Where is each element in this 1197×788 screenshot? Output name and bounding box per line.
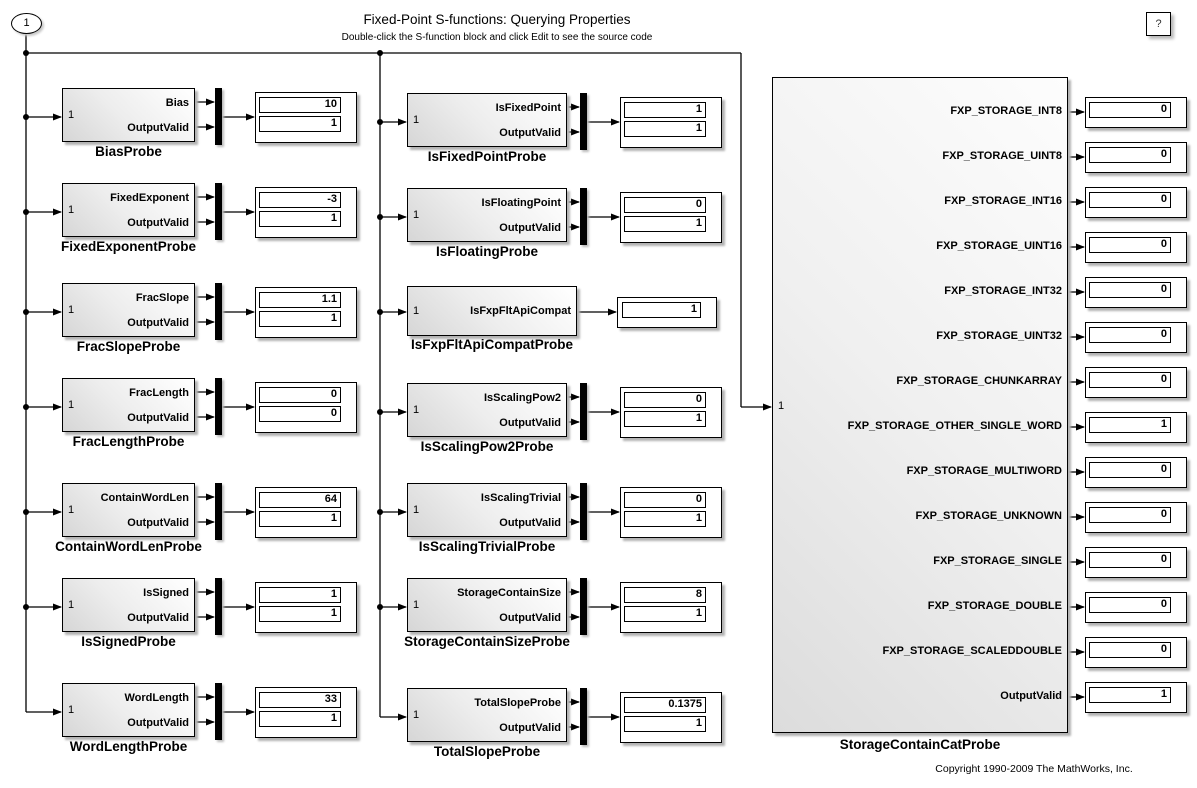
mux-block[interactable] xyxy=(215,483,222,540)
sfunction-block[interactable] xyxy=(62,283,195,337)
display-block[interactable] xyxy=(1085,187,1187,218)
display-block[interactable] xyxy=(1085,142,1187,173)
block-name: IsFixedPointProbe xyxy=(427,149,547,164)
output-port-label: OutputValid xyxy=(127,217,189,229)
display-block[interactable] xyxy=(1085,502,1187,533)
block-name: IsScalingPow2Probe xyxy=(420,439,554,454)
display-block[interactable] xyxy=(1085,277,1187,308)
display-block[interactable] xyxy=(255,382,357,433)
output-port-label: FXP_STORAGE_SCALEDDOUBLE xyxy=(882,645,1062,657)
display-value: 1 xyxy=(624,102,706,118)
mux-block[interactable] xyxy=(215,378,222,435)
display-block[interactable] xyxy=(620,582,722,633)
display-value: 0 xyxy=(1089,552,1171,568)
block-name: IsSignedProbe xyxy=(81,634,176,649)
sfunction-block[interactable] xyxy=(62,683,195,737)
sfunction-block[interactable] xyxy=(407,688,567,742)
sfunction-block[interactable] xyxy=(62,183,195,237)
display-block[interactable] xyxy=(255,187,357,238)
sfunction-block[interactable] xyxy=(407,93,567,147)
display-block[interactable] xyxy=(620,97,722,148)
block-name: StorageContainSizeProbe xyxy=(404,634,570,649)
sfunction-block[interactable] xyxy=(407,286,577,336)
output-port-label: FXP_STORAGE_INT32 xyxy=(944,285,1062,297)
output-port-label: IsSigned xyxy=(143,587,189,599)
output-port-label: OutputValid xyxy=(127,517,189,529)
display-value: 0 xyxy=(1089,642,1171,658)
model-subtitle: Double-click the S-function block and click Edit to see the source code xyxy=(341,32,653,43)
display-block[interactable] xyxy=(255,582,357,633)
block-name: ContainWordLenProbe xyxy=(55,539,202,554)
display-value: 0 xyxy=(1089,147,1171,163)
mux-block[interactable] xyxy=(215,578,222,635)
output-port-label: FXP_STORAGE_INT16 xyxy=(944,195,1062,207)
sfunction-block[interactable] xyxy=(62,378,195,432)
block-name: WordLengthProbe xyxy=(69,739,188,754)
output-port-label: OutputValid xyxy=(127,612,189,624)
display-block[interactable] xyxy=(620,487,722,538)
display-block[interactable] xyxy=(1085,457,1187,488)
display-value: 1 xyxy=(259,311,341,327)
output-port-label: OutputValid xyxy=(499,722,561,734)
input-port-label: 1 xyxy=(778,400,785,412)
display-block[interactable] xyxy=(1085,547,1187,578)
display-value: 1 xyxy=(259,116,341,132)
mux-block[interactable] xyxy=(580,688,587,745)
sfunction-block[interactable] xyxy=(407,578,567,632)
display-value: 0 xyxy=(259,406,341,422)
block-name: IsFxpFltApiCompatProbe xyxy=(410,337,573,352)
output-port-label: IsFloatingPoint xyxy=(481,197,561,209)
output-port-label: OutputValid xyxy=(499,417,561,429)
display-block[interactable] xyxy=(1085,682,1187,713)
input-port-label: 1 xyxy=(68,399,75,411)
display-block[interactable] xyxy=(617,297,717,328)
display-value: 0 xyxy=(624,492,706,508)
display-block[interactable] xyxy=(255,287,357,338)
output-port-label: FXP_STORAGE_UNKNOWN xyxy=(915,510,1062,522)
help-button[interactable] xyxy=(1146,12,1171,36)
display-value: 8 xyxy=(624,587,706,603)
output-port-label: OutputValid xyxy=(127,717,189,729)
output-port-label: IsFixedPoint xyxy=(495,102,561,114)
display-value: 1 xyxy=(624,216,706,232)
sfunction-block[interactable] xyxy=(407,188,567,242)
inport-1-label: 1 xyxy=(23,17,30,29)
inport-1-block[interactable] xyxy=(11,13,42,34)
display-block[interactable] xyxy=(1085,322,1187,353)
display-value: 1 xyxy=(624,411,706,427)
display-value: 1 xyxy=(259,587,341,603)
output-port-label: FracLength xyxy=(129,387,189,399)
output-port-label: IsFxpFltApiCompat xyxy=(470,305,571,317)
help-question-icon: ? xyxy=(1155,18,1162,30)
display-value: 1 xyxy=(624,606,706,622)
sfunction-block[interactable] xyxy=(62,483,195,537)
block-name: IsScalingTrivialProbe xyxy=(418,539,556,554)
output-port-label: FXP_STORAGE_SINGLE xyxy=(933,555,1062,567)
sfunction-block[interactable] xyxy=(407,383,567,437)
display-value: 1 xyxy=(624,716,706,732)
input-port-label: 1 xyxy=(413,305,420,317)
display-value: 64 xyxy=(259,492,341,508)
block-name: BiasProbe xyxy=(95,144,162,159)
display-value: 1 xyxy=(259,211,341,227)
output-port-label: FXP_STORAGE_CHUNKARRAY xyxy=(896,375,1062,387)
input-port-label: 1 xyxy=(68,109,75,121)
display-value: 1 xyxy=(624,121,706,137)
display-value: 1 xyxy=(259,711,341,727)
sfunction-block[interactable] xyxy=(407,483,567,537)
output-port-label: OutputValid xyxy=(127,317,189,329)
output-port-label: TotalSlopeProbe xyxy=(474,697,561,709)
output-port-label: StorageContainSize xyxy=(457,587,561,599)
display-value: 1.1 xyxy=(259,292,341,308)
mux-block[interactable] xyxy=(215,683,222,740)
display-block[interactable] xyxy=(255,487,357,538)
display-block[interactable] xyxy=(255,687,357,738)
display-block[interactable] xyxy=(1085,97,1187,128)
block-name: FracLengthProbe xyxy=(72,434,185,449)
display-block[interactable] xyxy=(620,192,722,243)
mux-block[interactable] xyxy=(580,483,587,540)
input-port-label: 1 xyxy=(413,709,420,721)
display-value: -3 xyxy=(259,192,341,208)
input-port-label: 1 xyxy=(68,599,75,611)
model-title: Fixed-Point S-functions: Querying Properties xyxy=(363,12,631,27)
mux-block[interactable] xyxy=(580,188,587,245)
input-port-label: 1 xyxy=(68,504,75,516)
mux-block[interactable] xyxy=(215,283,222,340)
sfunction-block-storagecontaincatprobe[interactable] xyxy=(772,77,1068,733)
input-port-label: 1 xyxy=(68,304,75,316)
output-port-label: ContainWordLen xyxy=(100,492,189,504)
block-name-storagecontaincatprobe: StorageContainCatProbe xyxy=(839,737,1001,752)
block-name: TotalSlopeProbe xyxy=(433,744,541,759)
mux-block[interactable] xyxy=(215,88,222,145)
display-value: 0 xyxy=(1089,237,1171,253)
output-port-label: Bias xyxy=(165,97,189,109)
output-port-label: IsScalingPow2 xyxy=(483,392,561,404)
display-value: 0 xyxy=(1089,282,1171,298)
input-port-label: 1 xyxy=(413,209,420,221)
input-port-label: 1 xyxy=(413,114,420,126)
mux-block[interactable] xyxy=(580,383,587,440)
display-value: 1 xyxy=(624,511,706,527)
display-block[interactable] xyxy=(1085,412,1187,443)
display-block[interactable] xyxy=(1085,592,1187,623)
mux-block[interactable] xyxy=(580,578,587,635)
output-port-label: FXP_STORAGE_UINT8 xyxy=(942,150,1062,162)
display-value: 0 xyxy=(1089,507,1171,523)
block-name: FracSlopeProbe xyxy=(76,339,181,354)
input-port-label: 1 xyxy=(68,204,75,216)
display-value: 10 xyxy=(259,97,341,113)
output-port-label: IsScalingTrivial xyxy=(480,492,561,504)
output-port-label: OutputValid xyxy=(499,612,561,624)
display-block[interactable] xyxy=(1085,367,1187,398)
display-value: 1 xyxy=(622,302,701,318)
display-block[interactable] xyxy=(255,92,357,143)
input-port-label: 1 xyxy=(413,599,420,611)
output-port-label: OutputValid xyxy=(127,412,189,424)
display-value: 0 xyxy=(1089,597,1171,613)
display-block[interactable] xyxy=(620,692,722,743)
display-value: 0 xyxy=(1089,102,1171,118)
mux-block[interactable] xyxy=(215,183,222,240)
output-port-label: FixedExponent xyxy=(110,192,189,204)
display-value: 1 xyxy=(259,511,341,527)
display-value: 1 xyxy=(1089,687,1171,703)
block-name: IsFloatingProbe xyxy=(435,244,538,259)
sfunction-block[interactable] xyxy=(62,88,195,142)
display-value: 1 xyxy=(259,606,341,622)
output-port-label: FXP_STORAGE_MULTIWORD xyxy=(906,465,1062,477)
output-port-label: OutputValid xyxy=(127,122,189,134)
output-port-label: FXP_STORAGE_UINT32 xyxy=(936,330,1062,342)
display-value: 0 xyxy=(1089,192,1171,208)
output-port-label: OutputValid xyxy=(499,127,561,139)
output-port-label: WordLength xyxy=(124,692,189,704)
mux-block[interactable] xyxy=(580,93,587,150)
display-value: 0 xyxy=(624,392,706,408)
output-port-label: FXP_STORAGE_DOUBLE xyxy=(927,600,1062,612)
input-port-label: 1 xyxy=(413,504,420,516)
display-value: 1 xyxy=(1089,417,1171,433)
display-value: 0.1375 xyxy=(624,697,706,713)
output-port-label: OutputValid xyxy=(499,517,561,529)
display-value: 0 xyxy=(624,197,706,213)
sfunction-block[interactable] xyxy=(62,578,195,632)
display-value: 0 xyxy=(1089,327,1171,343)
output-port-label: FXP_STORAGE_UINT16 xyxy=(936,240,1062,252)
input-port-label: 1 xyxy=(68,704,75,716)
display-block[interactable] xyxy=(1085,232,1187,263)
output-port-label: FXP_STORAGE_INT8 xyxy=(950,105,1062,117)
output-port-label: FXP_STORAGE_OTHER_SINGLE_WORD xyxy=(847,420,1062,432)
display-value: 0 xyxy=(259,387,341,403)
input-port-label: 1 xyxy=(413,404,420,416)
display-block[interactable] xyxy=(1085,637,1187,668)
display-value: 0 xyxy=(1089,372,1171,388)
copyright-text: Copyright 1990-2009 The MathWorks, Inc. xyxy=(935,763,1133,775)
display-block[interactable] xyxy=(620,387,722,438)
display-value: 0 xyxy=(1089,462,1171,478)
display-value: 33 xyxy=(259,692,341,708)
output-port-label: OutputValid xyxy=(499,222,561,234)
output-port-label: OutputValid xyxy=(1000,690,1062,702)
block-name: FixedExponentProbe xyxy=(60,239,197,254)
output-port-label: FracSlope xyxy=(135,292,189,304)
